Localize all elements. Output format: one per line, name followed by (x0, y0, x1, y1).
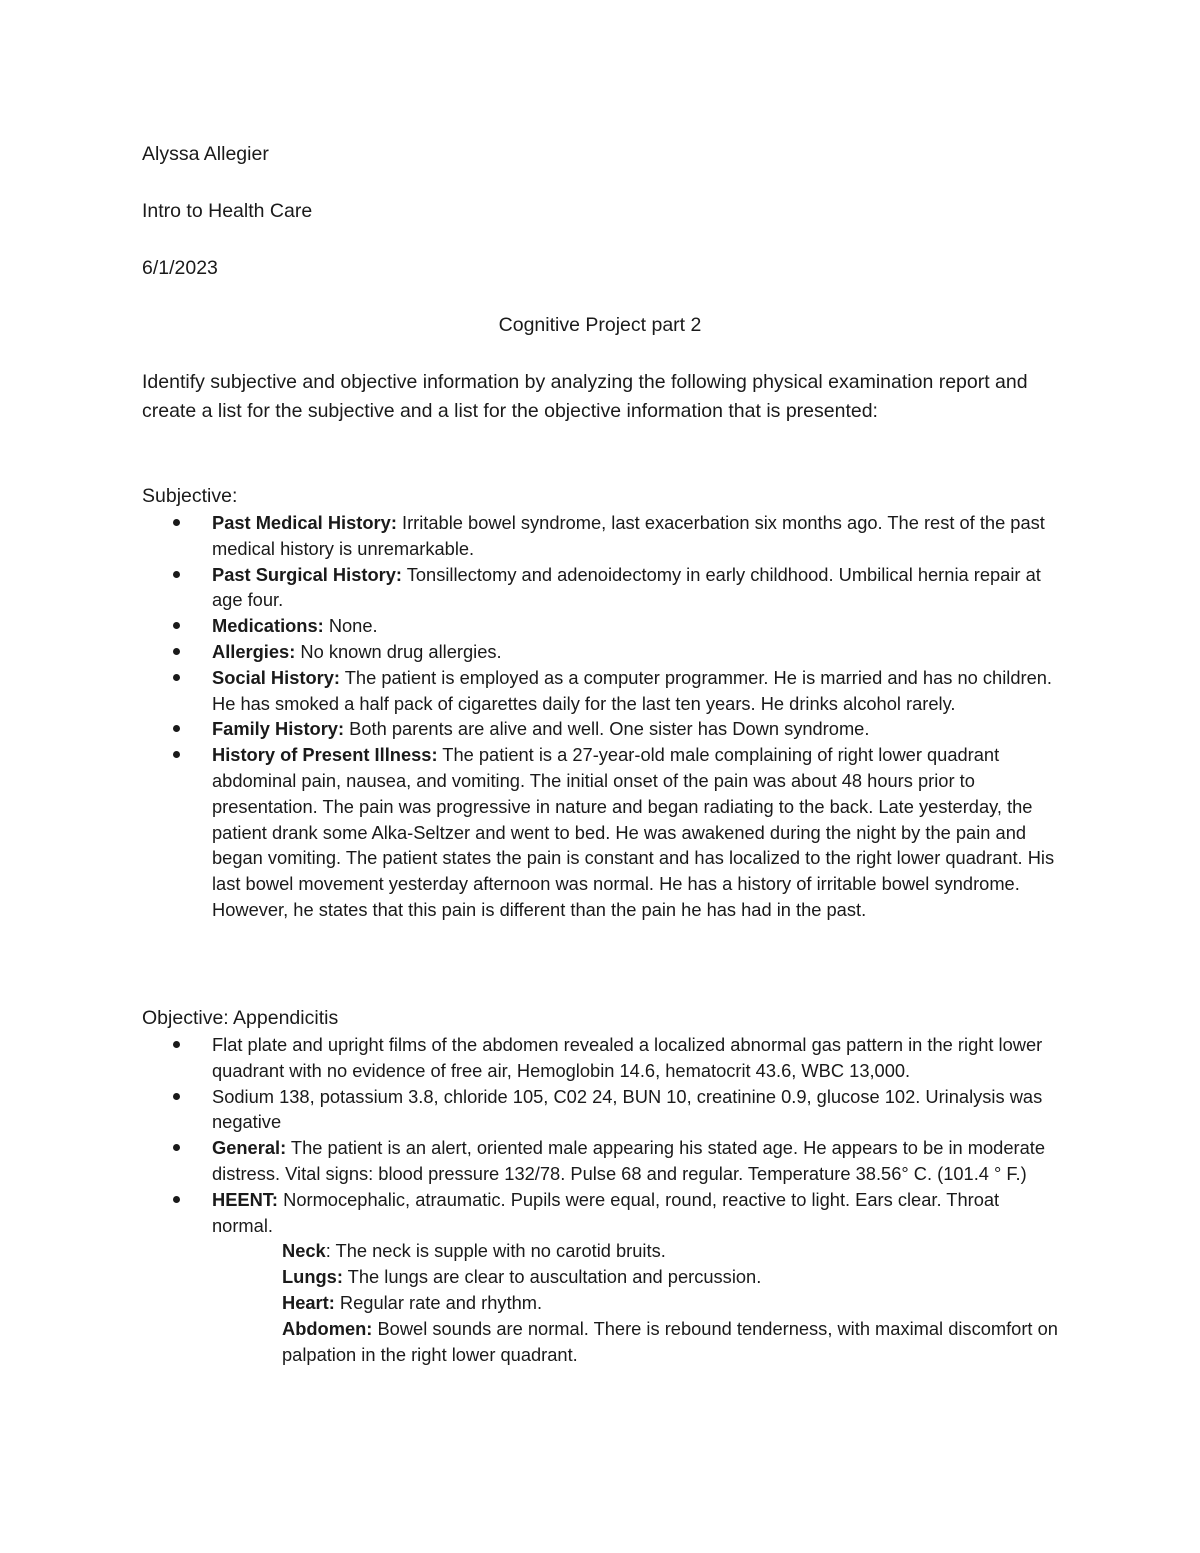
list-item (142, 1135, 1062, 1187)
item-text: The lungs are clear to auscultation and percussion. (342, 1266, 762, 1288)
bullet-icon (173, 1144, 180, 1151)
bullet-icon (173, 519, 180, 526)
course-name: Intro to Health Care (142, 200, 313, 222)
item-label: General: (212, 1137, 287, 1159)
sub-item (142, 1316, 1062, 1368)
bullet-icon (173, 751, 180, 758)
bullet-icon (173, 1196, 180, 1203)
list-item (142, 1032, 1062, 1084)
item-label: Neck (282, 1240, 326, 1262)
item-text: Irritable bowel syndrome, last exacerbation six months ago. The rest of the past medical history is unremarkable. (212, 512, 1045, 559)
list-item (142, 562, 1062, 614)
item-label: History of Present Illness: (212, 744, 438, 766)
item-text: Both parents are alive and well. One sister has Down syndrome. (344, 718, 870, 740)
bullet-icon (173, 571, 180, 578)
item-label: Heart: (282, 1291, 335, 1313)
item-text: No known drug allergies. (295, 640, 502, 662)
intro-paragraph: Identify subjective and objective information by analyzing the following physical examination report and create a list for the subjective and a list for the objective information that is presented: (142, 371, 1028, 422)
item-text: Regular rate and rhythm. (334, 1291, 543, 1313)
item-text: Tonsillectomy and adenoidectomy in early childhood. Umbilical hernia repair at age four. (212, 563, 1041, 611)
item-label: Lungs: (282, 1266, 343, 1288)
item-label: Medications: (212, 615, 324, 637)
subjective-heading: Subjective: (142, 485, 238, 507)
item-text: : The neck is supple with no carotid bruits. (325, 1240, 666, 1262)
author-name: Alyssa Allegier (142, 143, 269, 165)
list-item (142, 665, 1062, 717)
item-label: HEENT: (212, 1188, 279, 1210)
bullet-icon (173, 648, 180, 655)
sub-item (142, 1238, 1062, 1264)
item-text: Flat plate and upright films of the abdomen revealed a localized abnormal gas pattern in the right lower quadrant with no evidence of free air, Hemoglobin 14.6, hematocrit 43.6, WBC 13,000. (212, 1034, 1043, 1081)
item-label: Abdomen: (282, 1317, 373, 1339)
item-label: Allergies: (212, 640, 296, 662)
list-item (142, 742, 1062, 923)
item-text: Bowel sounds are normal. There is rebound tenderness, with maximal discomfort on palpation in the right lower quadrant. (282, 1317, 1058, 1365)
sub-item (142, 1290, 1062, 1316)
item-text: The patient is a 27-year-old male complaining of right lower quadrant abdominal pain, nausea, and vomiting. The initial onset of the pain was about 48 hours prior to presentation. The pain was progressive in nature and began radiating to the back. Late yesterday, the patient drank some Alka-Seltzer and went to bed. He was awakened during the night by the pain and began vomiting. The patient states the pain is constant and has localized to the right lower quadrant. His last bowel movement yesterday afternoon was normal. He has a history of irritable bowel syndrome. However, he states that this pain is different than the pain he has had in the past. (212, 744, 1055, 920)
item-text: The patient is an alert, oriented male appearing his stated age. He appears to be in moderate distress. Vital signs: blood pressure 132/78. Pulse 68 and regular. Temperature 38.56° C. (101.4 ° F.) (212, 1137, 1045, 1184)
item-label: Past Surgical History: (212, 563, 402, 585)
bullet-icon (173, 725, 180, 732)
objective-heading: Objective: Appendicitis (142, 1007, 339, 1029)
item-label: Social History: (212, 666, 341, 688)
document-title: Cognitive Project part 2 (498, 314, 702, 336)
bullet-icon (173, 1093, 180, 1100)
list-item (142, 716, 1062, 742)
bullet-icon (173, 1041, 180, 1048)
objective-list (142, 1032, 1062, 1367)
document-date: 6/1/2023 (142, 257, 218, 279)
subjective-list (142, 510, 1062, 923)
item-text: None. (323, 615, 378, 637)
list-item (142, 639, 1062, 665)
list-item (142, 1084, 1062, 1136)
item-label: Past Medical History: (212, 512, 397, 533)
list-item (142, 510, 1062, 562)
sub-item (142, 1264, 1062, 1290)
list-item (142, 1187, 1062, 1239)
bullet-icon (173, 674, 180, 681)
list-item (142, 613, 1062, 639)
bullet-icon (173, 622, 180, 629)
item-text: The patient is employed as a computer programmer. He is married and has no children. He has smoked a half pack of cigarettes daily for the last ten years. He drinks alcohol rarely. (212, 666, 1052, 714)
item-label: Family History: (212, 718, 345, 740)
item-text: Sodium 138, potassium 3.8, chloride 105, C02 24, BUN 10, creatinine 0.9, glucose 102. Urinalysis was negative (212, 1085, 1043, 1133)
item-text: Normocephalic, atraumatic. Pupils were equal, round, reactive to light. Ears clear. Throat normal. (212, 1188, 1000, 1236)
